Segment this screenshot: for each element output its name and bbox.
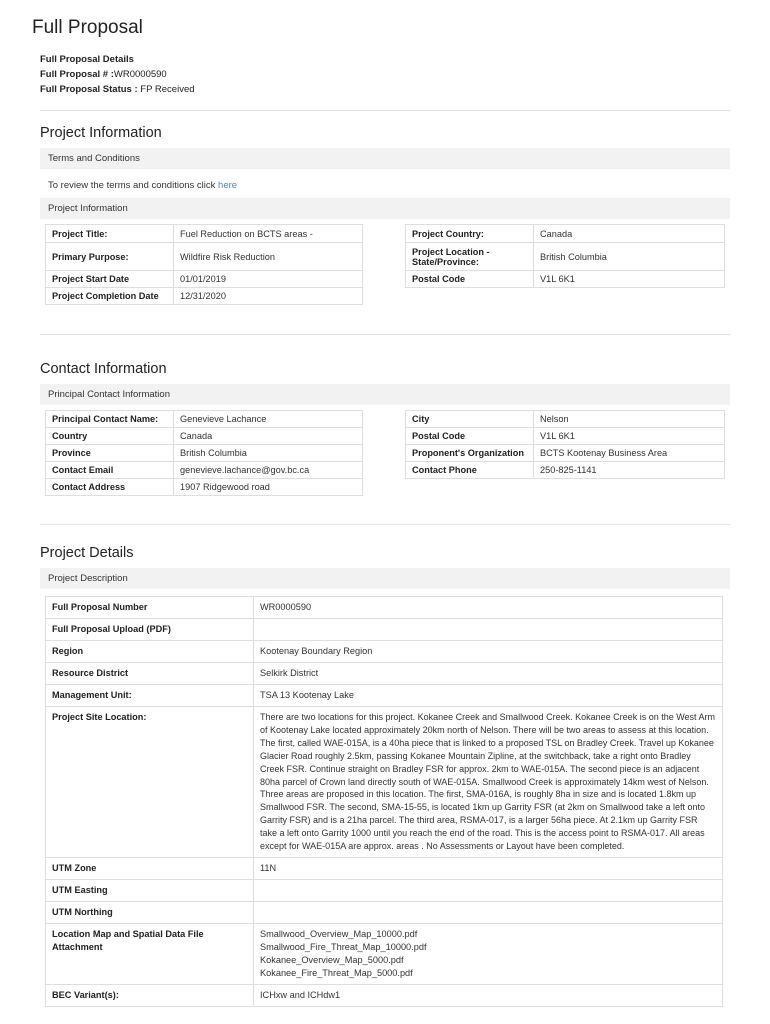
row-label: Resource District [46, 663, 254, 685]
row-value: Canada [534, 225, 725, 243]
table-row [46, 641, 723, 663]
row-value: British Columbia [534, 243, 725, 271]
row-value: Nelson [534, 411, 725, 428]
attachment-file: Kokanee_Overview_Map_5000.pdf [260, 954, 404, 965]
proposal-status: Full Proposal Status : FP Received [40, 84, 195, 95]
row-label: UTM Easting [46, 879, 254, 901]
row-value: WR0000590 [254, 597, 723, 619]
table-row [406, 462, 725, 479]
row-label: BEC Variant(s): [46, 984, 254, 1006]
row-value: 01/01/2019 [174, 271, 363, 288]
row-label: Principal Contact Name: [46, 411, 174, 428]
table-row [46, 271, 363, 288]
row-label: Management Unit: [46, 685, 254, 707]
row-value: V1L 6K1 [534, 428, 725, 445]
row-label: Contact Email [46, 462, 174, 479]
table-row [46, 411, 363, 428]
row-label: Province [46, 445, 174, 462]
row-value: British Columbia [174, 445, 363, 462]
row-label: Postal Code [406, 428, 534, 445]
project-details-table [45, 596, 723, 1007]
project-description-bar: Project Description [40, 568, 730, 589]
row-label: Project Country: [406, 225, 534, 243]
row-label: Country [46, 428, 174, 445]
row-value: 12/31/2020 [174, 288, 363, 305]
row-label: Postal Code [406, 271, 534, 288]
contact-left-table [45, 410, 363, 496]
row-value [254, 901, 723, 923]
project-details-heading: Project Details [40, 545, 134, 561]
project-info-right-table [405, 224, 725, 288]
row-value: V1L 6K1 [534, 271, 725, 288]
divider [40, 524, 730, 525]
row-label: Contact Address [46, 479, 174, 496]
page-title: Full Proposal [32, 17, 143, 38]
row-value: Canada [174, 428, 363, 445]
attachment-list [254, 923, 723, 984]
table-row [46, 685, 723, 707]
table-row [406, 271, 725, 288]
project-information-heading: Project Information [40, 125, 162, 141]
table-row [46, 619, 723, 641]
proposal-number: Full Proposal # :WR0000590 [40, 69, 167, 80]
table-row [46, 663, 723, 685]
row-value: Wildfire Risk Reduction [174, 243, 363, 271]
row-value: 1907 Ridgewood road [174, 479, 363, 496]
table-row [406, 243, 725, 271]
row-label: Primary Purpose: [46, 243, 174, 271]
project-information-bar: Project Information [40, 198, 730, 219]
attachment-file: Smallwood_Overview_Map_10000.pdf [260, 928, 418, 939]
table-row [46, 879, 723, 901]
row-value: 11N [254, 857, 723, 879]
row-label: Proponent's Organization [406, 445, 534, 462]
row-value [254, 879, 723, 901]
table-row [406, 411, 725, 428]
row-label: Region [46, 641, 254, 663]
table-row [46, 225, 363, 243]
contact-information-heading: Contact Information [40, 361, 167, 377]
row-value: Genevieve Lachance [174, 411, 363, 428]
contact-email: genevieve.lachance@gov.bc.ca [174, 462, 363, 479]
table-row [46, 288, 363, 305]
terms-link[interactable]: here [218, 180, 238, 191]
row-label: Full Proposal Upload (PDF) [46, 619, 254, 641]
row-label: Location Map and Spatial Data File Attachment [46, 923, 254, 984]
row-value: Fuel Reduction on BCTS areas - [174, 225, 363, 243]
divider [40, 110, 730, 111]
row-label: Full Proposal Number [46, 597, 254, 619]
row-label: Project Site Location: [46, 707, 254, 858]
divider [40, 334, 730, 335]
row-label: Contact Phone [406, 462, 534, 479]
table-row [46, 857, 723, 879]
row-label: UTM Northing [46, 901, 254, 923]
principal-contact-bar: Principal Contact Information [40, 384, 730, 405]
site-location-text: There are two locations for this project. Kokanee Creek and Smallwood Creek. Kokanee Creek is on the West Arm of Kootenay Lake located approximately 20km north of Nelson. There will be two areas to assess at this location. The first, called WAE-015A, is a 40ha piece that is linked to a proposed TSL on Bradley Creek. Travel up Kokanee Glacier Road roughly 2.5km, passing Kokanee Mountain Zipline, at the switchback, take a right onto Bradley Creek FSR. Continue straight on Bradley FSR for approx. 2km to WAE-015A. The second piece is an adjacent 80ha parcel of Crown land directly south of WAE-015A. Smallwood Creek is approximately 14km west of Nelson. Three areas are proposed in this location. The first, SMA-016A, is roughly 8ha in size and is located 1.8km up Smallwood FSR. The second, SMA-15-55, is located 1km up Garrity FSR (at 2km on Smallwood take a left onto Garrity FSR) and is a 21ha parcel. The third area, RSMA-017, is a larger 56ha piece. At 2.1km up Garrity FSR take a left onto Garrity 1000 until you reach the end of the road. This is the access point to RSMA-017. All areas except for WAE-015A are approx. areas . No Assessments or Layout have been completed. [254, 707, 723, 858]
row-value: Selkirk District [254, 663, 723, 685]
table-row [406, 445, 725, 462]
terms-text: To review the terms and conditions click here [48, 180, 238, 191]
row-value: TSA 13 Kootenay Lake [254, 685, 723, 707]
row-label: Project Title: [46, 225, 174, 243]
project-info-left-table [45, 224, 363, 305]
table-row [46, 923, 723, 984]
table-row [46, 901, 723, 923]
table-row [406, 428, 725, 445]
terms-bar: Terms and Conditions [40, 148, 730, 169]
row-label: Project Location - State/Province: [406, 243, 534, 271]
table-row [46, 984, 723, 1006]
row-label: UTM Zone [46, 857, 254, 879]
table-row [46, 597, 723, 619]
row-value [254, 619, 723, 641]
attachment-file: Smallwood_Fire_Threat_Map_10000.pdf [260, 941, 427, 952]
proposal-summary [40, 52, 195, 97]
row-value: ICHxw and ICHdw1 [254, 984, 723, 1006]
table-row [46, 707, 723, 858]
details-label: Full Proposal Details [40, 54, 134, 65]
row-label: City [406, 411, 534, 428]
table-row [406, 225, 725, 243]
attachment-file: Kokanee_Fire_Threat_Map_5000.pdf [260, 967, 413, 978]
row-value: Kootenay Boundary Region [254, 641, 723, 663]
table-row [46, 428, 363, 445]
table-row [46, 243, 363, 271]
row-label: Project Completion Date [46, 288, 174, 305]
row-value: 250-825-1141 [534, 462, 725, 479]
table-row [46, 445, 363, 462]
row-label: Project Start Date [46, 271, 174, 288]
contact-right-table [405, 410, 725, 479]
row-value: BCTS Kootenay Business Area [534, 445, 725, 462]
table-row [46, 462, 363, 479]
table-row [46, 479, 363, 496]
